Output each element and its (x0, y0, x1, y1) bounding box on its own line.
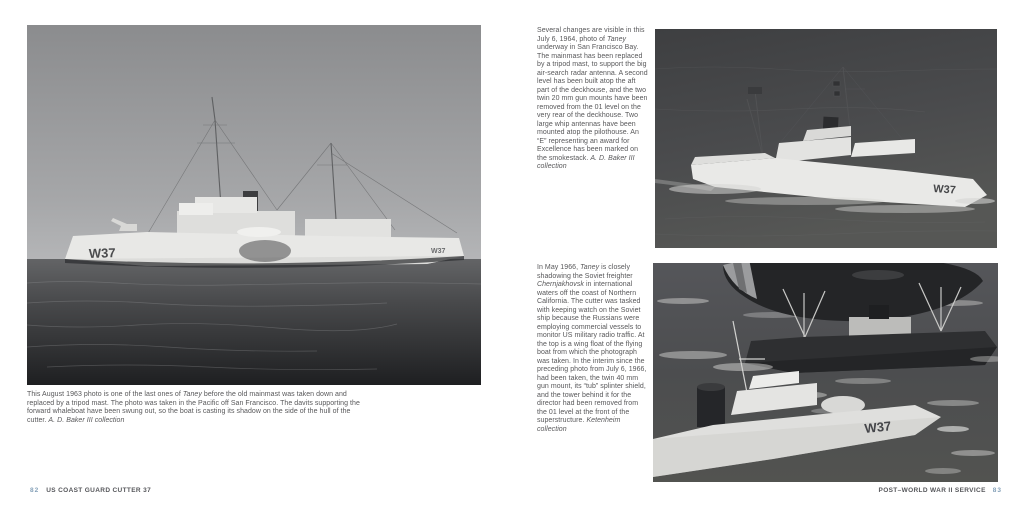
left-photo-caption (27, 391, 363, 425)
freighter-name-italic: Chernjakhovsk (537, 281, 584, 288)
hull-number: W37 (863, 418, 892, 436)
sea (27, 259, 481, 385)
hull-number: W37 (932, 183, 957, 197)
left-page-photo (27, 25, 481, 385)
caption-text: in international waters off the coast of Northern California. The cutter was tasked with keeping watch on the Soviet ship because the Russians were employing commercial vessels to monitor US military radio traffic. At the top is a wing float of the flying boat from which the photograph was taken. In the interim since the preceding photo from July 6, 1966, had been taken, the twin 40 mm gun mount, its “tub” splinter shield, and the tower behind it for the director had been removed from the 01 level at the front of the superstructure. (537, 281, 647, 424)
right-bottom-photo (653, 263, 998, 482)
credit-italic: A. D. Baker III collection (48, 416, 125, 424)
right-bottom-photo-caption (537, 264, 649, 434)
shadowing-scene-illustration (653, 263, 998, 482)
running-title: US COAST GUARD CUTTER 37 (46, 487, 152, 494)
caption-text: This August 1963 photo is one of the last ones of (27, 391, 183, 398)
page-number: 82 (30, 487, 40, 494)
ship-name-italic: Taney (607, 35, 627, 43)
right-top-photo-caption (537, 27, 649, 172)
hull-number-bow: W37 (88, 245, 116, 261)
left-page-footer (30, 487, 151, 494)
page-number: 83 (992, 487, 1002, 494)
cutter-underway-illustration (655, 29, 997, 248)
credit-italic: Ketenheim collection (537, 417, 621, 433)
caption-text: is closely shadowing the Soviet freighter (537, 264, 633, 280)
cutter-broadside-illustration (27, 25, 481, 385)
caption-text: In May 1966, (537, 264, 581, 271)
running-title: POST–WORLD WAR II SERVICE (878, 487, 986, 494)
hull-number-stern: W37 (431, 248, 446, 255)
caption-text: before the old mainmast was taken down and replaced by a tripod mast. The photo was taken in the Pacific off San Francisco. The davits supporting the forward whaleboat have been swung out, so the boat is casting its shadow on the side of the hull of the cutter. (27, 391, 360, 424)
right-top-photo (655, 29, 997, 248)
credit-italic: A. D. Baker III collection (537, 154, 635, 170)
caption-text: Several changes are visible in this July 6, 1964, photo of (537, 27, 645, 43)
right-page-footer (879, 487, 1002, 494)
ship-name-italic: Taney (182, 391, 202, 398)
caption-text: underway in San Francisco Bay. The mainmast has been replaced by a tripod mast, to support the big air-search radar antenna. A second level has been built atop the aft part of the deckhouse, and the two twin 20 mm gun mounts have been removed from the 01 level on the very rear of the deckhouse. Two large whip antennas have been mounted atop the pilothouse. An “E” representing an award for Excellence has been marked on the smokestack. (537, 44, 648, 162)
ship-name-italic: Taney (580, 264, 600, 271)
